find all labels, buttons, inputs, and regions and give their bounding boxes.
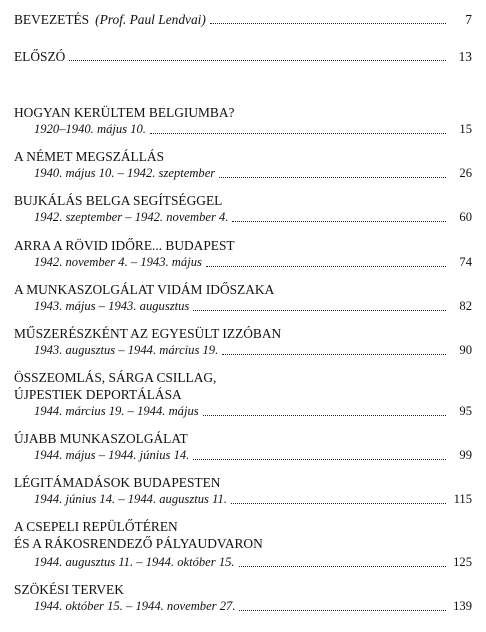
chapter-title: ARRA A RÖVID IDŐRE... BUDAPEST (14, 238, 235, 253)
chapter-dates: 1944. október 15. – 1944. november 27. (34, 599, 236, 613)
page-number: 95 (459, 404, 472, 418)
chapter-dates: 1944. március 19. – 1944. május (34, 404, 199, 418)
chapter-dates-row (34, 554, 472, 571)
dot-leader (206, 266, 446, 267)
chapter-dates-row (34, 209, 472, 226)
chapter-dates-row (34, 598, 472, 615)
chapter-dates-row (34, 254, 472, 271)
page-number: 60 (459, 210, 472, 224)
dot-leader (210, 23, 446, 24)
dot-leader (219, 177, 446, 178)
chapter-dates: 1944. május – 1944. június 14. (34, 448, 190, 462)
chapter-dates-row (34, 447, 472, 464)
chapter-title: MŰSZERÉSZKÉNT AZ EGYESÜLT IZZÓBAN (14, 326, 282, 341)
toc-entry-eloszo (14, 48, 472, 65)
chapter-title: ÚJABB MUNKASZOLGÁLAT (14, 431, 188, 446)
chapter-title: BUJKÁLÁS BELGA SEGÍTSÉGGEL (14, 193, 223, 208)
chapter-dates-row (34, 342, 472, 359)
toc-entry-bevezetes (14, 11, 472, 28)
chapter-dates-row (34, 491, 472, 508)
dot-leader (203, 415, 446, 416)
chapter-dates: 1943. augusztus – 1944. március 19. (34, 343, 219, 357)
page-number: 74 (459, 255, 472, 269)
chapter-title-continued: ÉS A RÁKOSRENDEZŐ PÁLYAUDVARON (14, 536, 263, 551)
chapter-dates: 1943. május – 1943. augusztus (34, 299, 190, 313)
page-number: 13 (458, 49, 472, 64)
dot-leader (231, 503, 446, 504)
chapter-title: SZÖKÉSI TERVEK (14, 582, 124, 597)
entry-title: ELŐSZÓ (14, 49, 66, 64)
page-number: 82 (459, 299, 472, 313)
chapter-dates-row (34, 165, 472, 182)
chapter-title: HOGYAN KERÜLTEM BELGIUMBA? (14, 105, 235, 120)
chapter-dates-row (34, 403, 472, 420)
dot-leader (232, 221, 446, 222)
entry-author: (Prof. Paul Lendvai) (95, 12, 206, 27)
chapter-dates: 1942. szeptember – 1942. november 4. (34, 210, 229, 224)
chapter-title-continued: ÚJPESTIEK DEPORTÁLÁSA (14, 387, 182, 402)
dot-leader (69, 60, 446, 61)
page-number: 26 (459, 166, 472, 180)
dot-leader (239, 610, 446, 611)
dot-leader (193, 459, 446, 460)
page-number: 90 (459, 343, 472, 357)
dot-leader (239, 566, 446, 567)
chapter-title: ÖSSZEOMLÁS, SÁRGA CSILLAG, (14, 370, 217, 385)
chapter-dates-row (34, 121, 472, 138)
chapter-dates: 1944. június 14. – 1944. augusztus 11. (34, 492, 227, 506)
chapter-dates: 1920–1940. május 10. (34, 122, 146, 136)
page-number: 15 (459, 122, 472, 136)
chapter-title: A CSEPELI REPÜLŐTÉREN (14, 519, 178, 534)
page-number: 125 (453, 555, 472, 569)
dot-leader (193, 310, 446, 311)
entry-title: BEVEZETÉS (14, 12, 90, 27)
chapter-dates: 1942. november 4. – 1943. május (34, 255, 202, 269)
dot-leader (222, 354, 446, 355)
dot-leader (150, 133, 446, 134)
chapter-dates-row (34, 298, 472, 315)
page-number: 139 (453, 599, 472, 613)
chapter-dates: 1940. május 10. – 1942. szeptember (34, 166, 216, 180)
page-number: 7 (465, 12, 472, 27)
chapter-title: A MUNKASZOLGÁLAT VIDÁM IDŐSZAKA (14, 282, 275, 297)
page-number: 99 (459, 448, 472, 462)
chapter-title: A NÉMET MEGSZÁLLÁS (14, 149, 165, 164)
page-number: 115 (453, 492, 472, 506)
chapter-dates: 1944. augusztus 11. – 1944. október 15. (34, 555, 235, 569)
chapter-title: LÉGITÁMADÁSOK BUDAPESTEN (14, 475, 221, 490)
